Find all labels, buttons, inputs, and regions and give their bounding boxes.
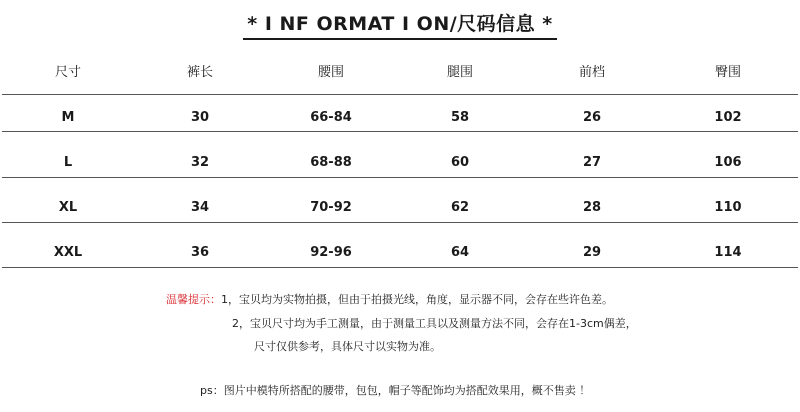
cell-thigh: 62 [450,200,470,215]
header-front-rise: 前档 [578,65,605,80]
cell-waist: 68-88 [310,155,352,170]
header-length: 裤长 [186,65,213,80]
header-size: 尺寸 [54,65,81,80]
page-title: * I NF ORMAT I ON/尺码信息 * [243,12,556,40]
cell-size: M [61,110,75,125]
ps-note: ps：图片中模特所搭配的腰带，包包，帽子等配饰均为搭配效果用，概不售卖 ！ [200,384,591,397]
cell-size: XXL [53,245,83,260]
divider [2,267,798,268]
cell-thigh: 60 [450,155,470,170]
cell-front-rise: 26 [582,110,602,125]
cell-thigh: 58 [450,110,470,125]
cell-waist: 70-92 [310,200,352,215]
note-line-2: 2，宝贝尺寸均为手工测量，由于测量工具以及测量方法不同，会存在1-3cm偶差， [232,317,637,330]
header-thigh: 腿围 [446,65,473,80]
table-row [0,177,800,222]
divider [2,177,798,178]
header-waist: 腰围 [317,65,344,80]
note-line-3: 尺寸仅供参考，具体尺寸以实物为准。 [254,340,441,353]
note-label: 温馨提示： [166,293,221,306]
table-row [0,87,800,132]
table-row [0,222,800,267]
header-hip: 臀围 [714,65,741,80]
cell-front-rise: 29 [582,245,602,260]
note-text-1: 1，宝贝均为实物拍摄，但由于拍摄光线，角度，显示器不同，会存在些许色差。 [221,293,613,306]
cell-hip: 102 [714,110,742,125]
cell-thigh: 64 [450,245,470,260]
cell-length: 36 [190,245,210,260]
cell-length: 30 [190,110,210,125]
cell-waist: 66-84 [310,110,352,125]
cell-front-rise: 28 [582,200,602,215]
title-wrap [0,12,800,40]
cell-front-rise: 27 [582,155,602,170]
table-row [0,132,800,177]
cell-length: 32 [190,155,210,170]
divider [2,131,798,132]
cell-length: 34 [190,200,210,215]
cell-waist: 92-96 [310,245,352,260]
cell-size: L [63,155,73,170]
divider [2,222,798,223]
note-line-1 [166,292,613,308]
cell-hip: 110 [714,200,742,215]
cell-size: XL [58,200,78,215]
cell-hip: 114 [714,245,742,260]
cell-hip: 106 [714,155,742,170]
